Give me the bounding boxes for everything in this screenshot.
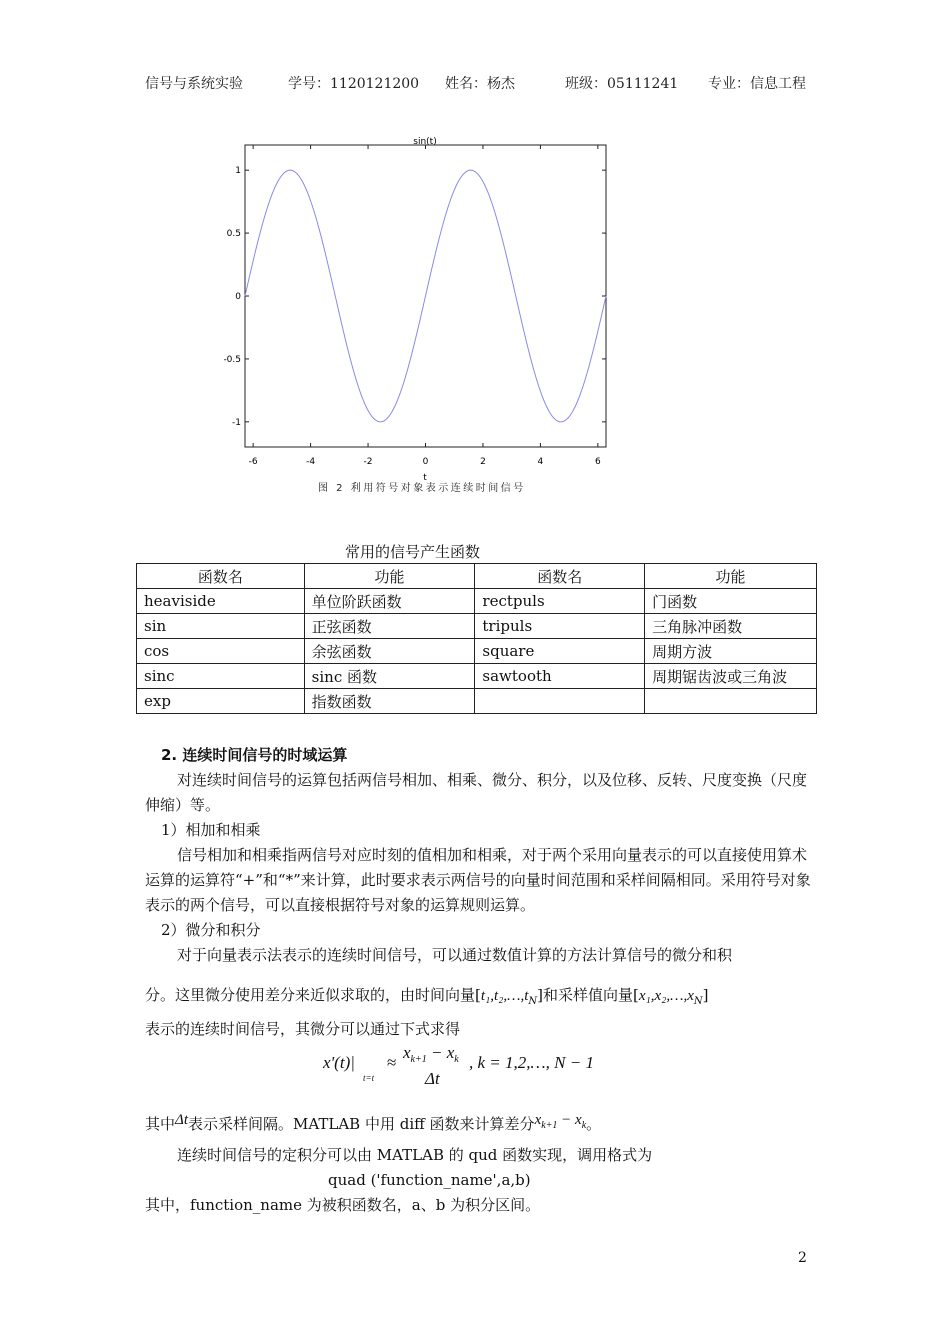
chart-svg [220, 130, 620, 500]
chart-title: sin(t) [413, 137, 437, 147]
y-tick-label: 0.5 [226, 229, 241, 240]
table-header-cell: 功能 [645, 564, 817, 589]
intro-paragraph: 对连续时间信号的运算包括两信号相加、相乘、微分、积分，以及位移、反转、尺度变换（尺度伸缩）等。 [145, 771, 808, 814]
table-cell: square [475, 639, 645, 664]
delta-paragraph [145, 1108, 815, 1138]
x-tick-label: -4 [306, 457, 316, 467]
formula-num-sub1: k+1 [410, 1054, 427, 1065]
diff-text-a: 分。这里微分使用差分来近似求取的，由时间向量[ [145, 986, 481, 1004]
formula-numerator [403, 1043, 459, 1065]
x-tick-label: 6 [594, 457, 601, 467]
integral-note: 其中，function_name 为被积函数名，a、b 为积分区间。 [145, 1196, 541, 1214]
table-cell: 正弦函数 [304, 614, 475, 639]
table-title: 常用的信号产生函数 [345, 543, 481, 561]
table-cell: cos [137, 639, 305, 664]
subscript-N: N [528, 996, 538, 1007]
subsection-title-diff-integral: 2）微分和积分 [161, 921, 261, 939]
x-tick-label: -2 [363, 457, 373, 467]
delta-expr-x: x [534, 1112, 542, 1128]
table-cell: 指数函数 [304, 689, 475, 714]
section-body [145, 743, 815, 968]
table-cell: exp [137, 689, 305, 714]
table-cell: tripuls [475, 614, 645, 639]
table-row [137, 664, 817, 689]
signal-functions-table [136, 563, 817, 714]
table-header-cell: 函数名 [137, 564, 305, 589]
formula-num-sub2: k [454, 1054, 459, 1065]
integral-paragraph: 连续时间信号的定积分可以由 MATLAB 的 qud 函数实现，调用格式为 [177, 1146, 653, 1164]
table-cell: sin [137, 614, 305, 639]
table-cell [475, 689, 645, 714]
table-row [137, 639, 817, 664]
table-cell: 周期方波 [645, 639, 817, 664]
table-row [137, 589, 817, 614]
integral-call: quad ('function_name',a,b) [328, 1171, 531, 1189]
diff-text-b: ]和采样值向量[ [537, 986, 639, 1004]
header-name: 姓名：杨杰 [445, 76, 515, 92]
table-cell: heaviside [137, 589, 305, 614]
formula-approx: ≈ [387, 1053, 397, 1072]
header-major: 专业：信息工程 [708, 76, 806, 92]
sine-chart [220, 130, 620, 500]
formula-num-x: x [403, 1043, 411, 1062]
table-cell: sinc [137, 664, 305, 689]
vector-close: ] [702, 986, 709, 1004]
table-cell: sinc 函数 [304, 664, 475, 689]
x-tick-label: 0 [422, 457, 429, 467]
sample-vector: x₁,x₂,…,x [638, 988, 694, 1004]
table-cell: 门函数 [645, 589, 817, 614]
series-line-sin [245, 170, 606, 422]
formula-lhs: x'(t)| [323, 1053, 355, 1072]
y-tick-label: 0 [235, 292, 241, 302]
x-axis-label: t [423, 473, 427, 483]
diff-paragraph-line2 [145, 983, 815, 1014]
delta-end: 。 [586, 1115, 602, 1133]
derivative-formula [323, 1043, 613, 1091]
subsection-title-add-multiply: 1）相加和相乘 [161, 821, 261, 839]
x-tick-label: 2 [480, 457, 486, 467]
subscript-N2: N [693, 996, 703, 1007]
page-number: 2 [798, 1250, 807, 1266]
table-cell: rectpuls [475, 589, 645, 614]
delta-expr-minus: − x [557, 1112, 582, 1128]
time-vector: t₁,t₂,…,t [480, 988, 529, 1004]
diff-paragraph-line3: 表示的连续时间信号，其微分可以通过下式求得 [145, 1020, 461, 1038]
table-cell: 余弦函数 [304, 639, 475, 664]
y-tick-label: 1 [235, 166, 241, 177]
formula-num-minus: − x [426, 1043, 455, 1062]
table-cell: 单位阶跃函数 [304, 589, 475, 614]
formula-lhs-sub: t=t [363, 1073, 375, 1083]
formula-range: , k = 1,2,…, N − 1 [469, 1053, 594, 1072]
table-row [137, 614, 817, 639]
add-multiply-paragraph: 信号相加和相乘指两信号对应时刻的值相加和相乘，对于两个采用向量表示的可以直接使用算术运算的运算符“+”和“*”来计算，此时要求表示两信号的向量时间范围和采样间隔相同。采用符号对象表示的两个信号，可以直接根据符号对象的运算规则运算。 [145, 846, 811, 914]
table-cell: 三角脉冲函数 [645, 614, 817, 639]
figure-caption: 图 2 利用符号对象表示连续时间信号 [318, 483, 526, 494]
table-row [137, 689, 817, 714]
header-student-id: 学号：1120121200 [288, 76, 420, 92]
delta-expr-sub2: k [581, 1120, 587, 1131]
page-header [145, 70, 810, 92]
formula-denominator: Δt [425, 1069, 440, 1088]
table-cell: 周期锯齿波或三角波 [645, 664, 817, 689]
delta-expr-sub1: k+1 [541, 1120, 558, 1131]
header-class: 班级：05111241 [565, 76, 679, 92]
delta-text-a: 其中 [145, 1115, 176, 1133]
delta-text-b: 表示采样间隔。MATLAB 中用 diff 函数来计算差分 [188, 1115, 535, 1133]
section-title: 2. 连续时间信号的时域运算 [161, 746, 348, 764]
diff-paragraph-line1: 对于向量表示法表示的连续时间信号，可以通过数值计算的方法计算信号的微分和积 [177, 946, 733, 964]
x-tick-label: -6 [248, 457, 258, 467]
table-header-cell: 功能 [304, 564, 475, 589]
delta-expr [534, 1112, 587, 1131]
x-tick-label: 4 [537, 457, 544, 467]
table-cell: sawtooth [475, 664, 645, 689]
table-header-cell: 函数名 [475, 564, 645, 589]
delta-t: Δt [175, 1112, 188, 1128]
table-header-row [137, 564, 817, 589]
header-course: 信号与系统实验 [145, 76, 243, 92]
y-tick-label: -1 [232, 417, 241, 428]
table-cell [645, 689, 817, 714]
y-tick-label: -0.5 [223, 354, 241, 365]
